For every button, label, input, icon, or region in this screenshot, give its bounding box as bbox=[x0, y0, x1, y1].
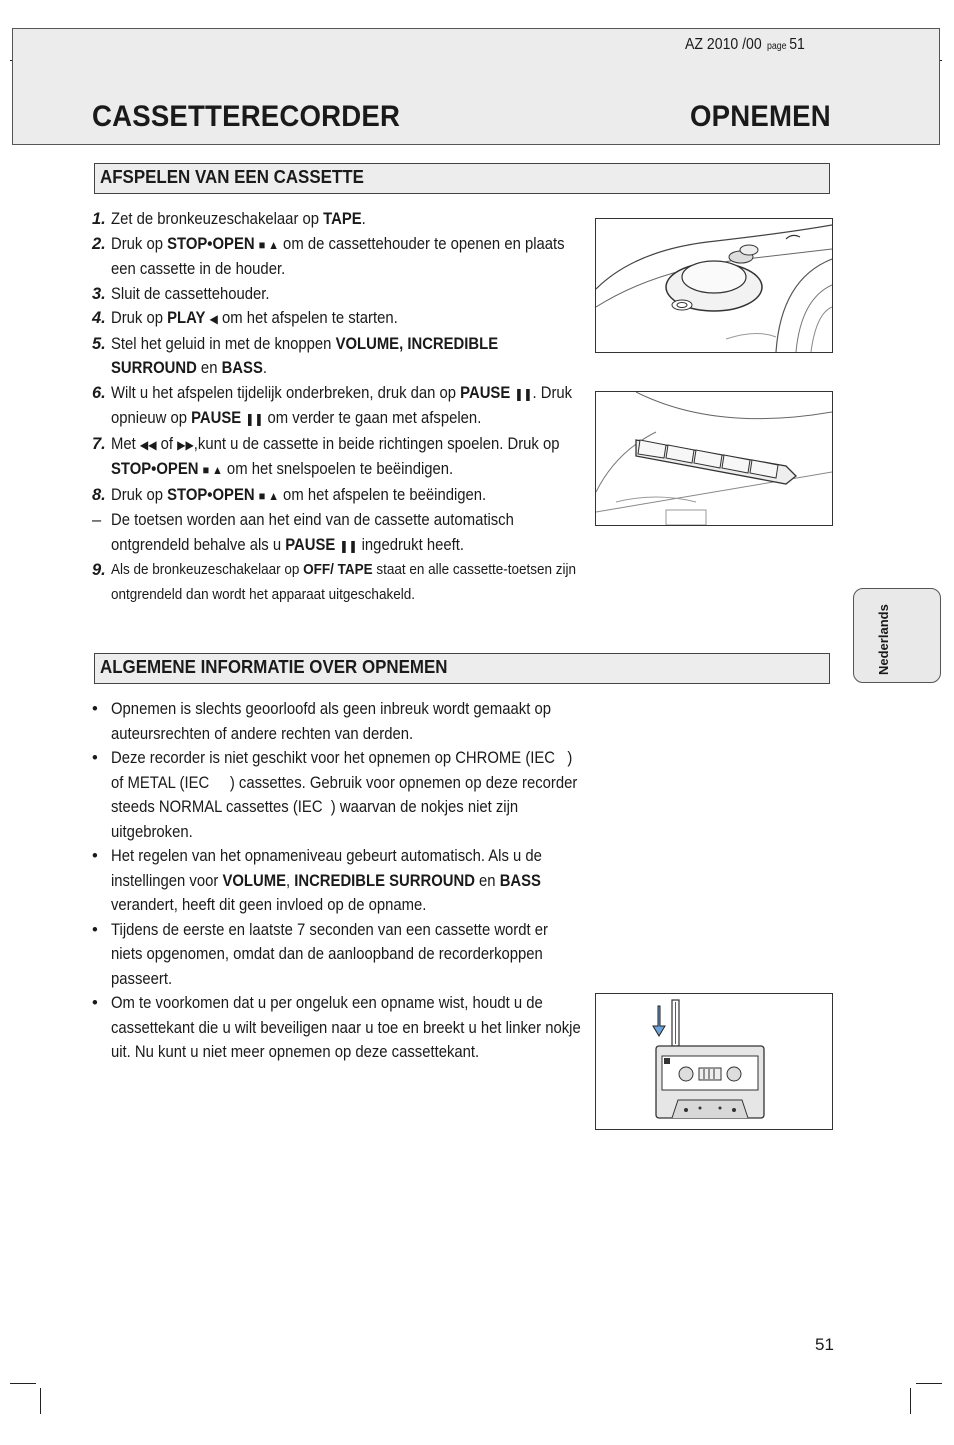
crop-mark bbox=[40, 1388, 41, 1414]
title-right: OPNEMEN bbox=[690, 100, 831, 133]
list-marker: 9. bbox=[92, 561, 106, 579]
list-marker: • bbox=[92, 920, 98, 939]
list-marker: 6. bbox=[92, 383, 106, 402]
list-text: Tijdens de eerste en laatste 7 seconden van een cassette wordt er niets opgenomen, omdat dan de aanloopband de recorderkoppen passeert. bbox=[111, 920, 548, 988]
list-text: Deze recorder is niet geschikt voor het opnemen op CHROME (IEC ) of METAL (IEC ) cassettes. Gebruik voor opnemen op deze recorder steeds NORMAL cassettes (IEC ) waarvan de nokjes niet zijn uitgebroken. bbox=[111, 749, 578, 841]
list-marker: • bbox=[92, 700, 98, 718]
crop-mark bbox=[916, 1383, 942, 1384]
playback-step-2 bbox=[92, 232, 582, 282]
list-text: Het regelen van het opnameniveau gebeurt automatisch. Als u de instellingen voor VOLUME, INCREDIBLE SURROUND en BASS verandert, heeft dit geen invloed op de opname. bbox=[111, 847, 542, 914]
list-marker: • bbox=[92, 994, 98, 1012]
page-number: 51 bbox=[815, 1335, 834, 1354]
page-word: page bbox=[766, 41, 787, 52]
list-text: Met ◀◀ of ▶▶,kunt u de cassette in beide richtingen spoelen. Druk op STOP•OPEN ■ ▲ om het snelspoelen te beëindigen. bbox=[111, 434, 560, 478]
list-marker: 8. bbox=[92, 485, 106, 504]
playback-step-6 bbox=[92, 381, 582, 432]
playback-step-7 bbox=[92, 432, 582, 483]
list-text: Druk op PLAY ◀ om het afspelen te starten. bbox=[111, 309, 398, 327]
playback-step-10 bbox=[92, 558, 582, 607]
list-marker: 3. bbox=[92, 284, 106, 303]
section-heading-playback bbox=[94, 163, 830, 194]
playback-step-5 bbox=[92, 332, 582, 381]
tape-keys-illustration bbox=[595, 391, 833, 526]
playback-step-4 bbox=[92, 306, 582, 332]
page-reference: 51 bbox=[789, 36, 805, 53]
cassette-lid-illustration bbox=[595, 218, 833, 353]
playback-step-1 bbox=[92, 207, 582, 232]
list-marker: 2. bbox=[92, 234, 106, 253]
language-tab-label: Nederlands bbox=[876, 604, 891, 675]
section-heading-text: ALGEMENE INFORMATIE OVER OPNEMEN bbox=[100, 657, 448, 677]
list-marker: • bbox=[92, 847, 98, 865]
list-text: Stel het geluid in met de knoppen VOLUME, INCREDIBLE SURROUND en BASS. bbox=[111, 334, 499, 377]
list-text: Druk op STOP•OPEN ■ ▲ om het afspelen te beëindigen. bbox=[111, 485, 487, 504]
recording-info-2 bbox=[92, 746, 582, 844]
model-number: AZ 2010 /00 bbox=[685, 36, 762, 53]
playback-step-9 bbox=[92, 508, 582, 558]
list-marker: • bbox=[92, 749, 98, 767]
crop-mark bbox=[10, 1383, 36, 1384]
language-tab bbox=[853, 588, 941, 683]
section-heading-text: AFSPELEN VAN EEN CASSETTE bbox=[100, 167, 364, 187]
list-marker: 4. bbox=[92, 309, 106, 327]
playback-steps bbox=[92, 207, 582, 607]
recording-info-5 bbox=[92, 991, 582, 1065]
playback-step-8 bbox=[92, 483, 582, 509]
recording-info-3 bbox=[92, 844, 582, 918]
list-text: Als de bronkeuzeschakelaar op OFF/ TAPE staat en alle cassette-toetsen zijn ontgrendeld dan wordt het apparaat uitgeschakeld. bbox=[111, 561, 577, 603]
recording-info-1 bbox=[92, 697, 582, 746]
recording-info-list bbox=[92, 697, 582, 1065]
list-text: De toetsen worden aan het eind van de cassette automatisch ontgrendeld behalve als u PAUSE ❚❚ ingedrukt heeft. bbox=[111, 511, 514, 554]
list-text: Druk op STOP•OPEN ■ ▲ om de cassettehouder te openen en plaats een cassette in de houder. bbox=[111, 234, 565, 278]
document-reference bbox=[685, 36, 805, 54]
section-heading-recording bbox=[94, 653, 830, 684]
list-text: Wilt u het afspelen tijdelijk onderbreken, druk dan op PAUSE ❚❚. Druk opnieuw op PAUSE ❚❚ om verder te gaan met afspelen. bbox=[111, 383, 573, 427]
list-marker: – bbox=[92, 511, 102, 529]
list-text: Sluit de cassettehouder. bbox=[111, 284, 270, 303]
list-text: Opnemen is slechts geoorloofd als geen inbreuk wordt gemaakt op auteursrechten of andere rechten van derden. bbox=[111, 700, 551, 743]
list-text: Om te voorkomen dat u per ongeluk een opname wist, houdt u de cassettekant die u wilt beveiligen naar u toe en breekt u het linker nokje uit. Nu kunt u niet meer opnemen op deze cassettekant. bbox=[111, 994, 581, 1061]
crop-mark bbox=[910, 1388, 911, 1414]
playback-step-3 bbox=[92, 282, 582, 307]
list-marker: 5. bbox=[92, 334, 106, 353]
recording-info-4 bbox=[92, 918, 582, 992]
list-marker: 7. bbox=[92, 434, 106, 453]
cassette-tab-illustration bbox=[595, 993, 833, 1130]
list-marker: 1. bbox=[92, 210, 106, 228]
title-left: CASSETTERECORDER bbox=[92, 100, 401, 133]
list-text: Zet de bronkeuzeschakelaar op TAPE. bbox=[111, 210, 366, 228]
